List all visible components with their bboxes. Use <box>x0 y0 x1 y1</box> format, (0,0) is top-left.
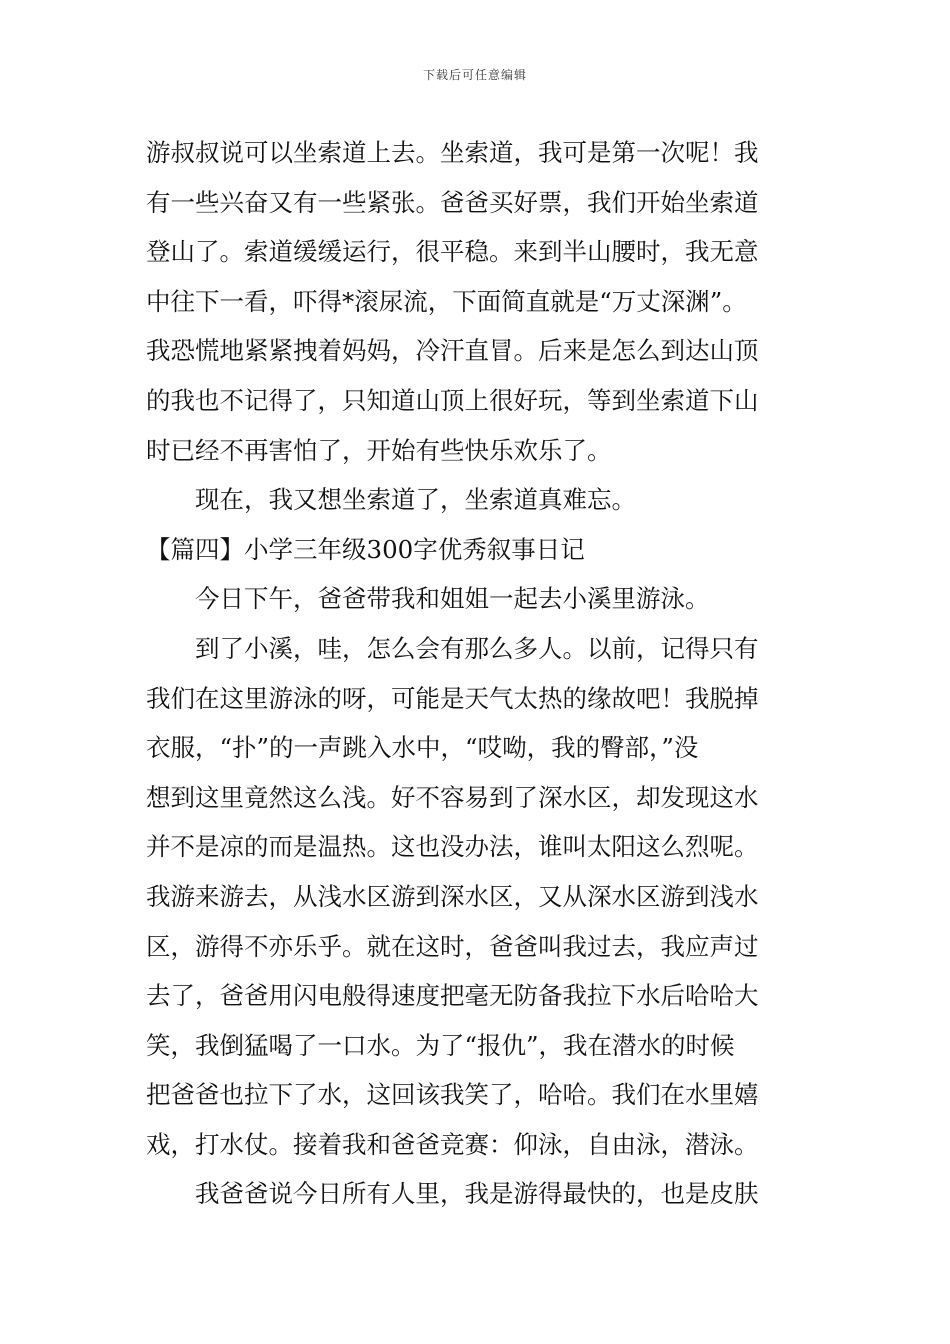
text-line: 我恐慌地紧紧拽着妈妈，冷汗直冒。后来是怎么到达山顶 <box>146 336 759 366</box>
text-line: 游叔叔说可以坐索道上去。坐索道，我可是第一次呢！我 <box>146 138 759 167</box>
text-line: 我游来游去，从浅水区游到深水区，又从深水区游到浅水 <box>146 881 759 911</box>
text-line: 想到这里竟然这么浅。好不容易到了深水区，却发现这水 <box>146 782 759 812</box>
text-line: 时已经不再害怕了，开始有些快乐欢乐了。 <box>146 435 612 465</box>
text-line: 现在，我又想坐索道了，坐索道真难忘。 <box>195 485 636 515</box>
text-line: 区，游得不亦乐乎。就在这时，爸爸叫我过去，我应声过 <box>146 931 759 961</box>
text-line: 并不是凉的而是温热。这也没办法，谁叫太阳这么烈呢。 <box>146 832 759 862</box>
text-line: 有一些兴奋又有一些紧张。爸爸买好票，我们开始坐索道 <box>146 187 759 217</box>
text-line: 戏，打水仗。接着我和爸爸竞赛：仰泳，自由泳，潜泳。 <box>146 1129 759 1159</box>
text-line: 今日下午，爸爸带我和姐姐一起去小溪里游泳。 <box>195 584 710 614</box>
text-line: 【篇四】小学三年级300字优秀叙事日记 <box>146 534 585 564</box>
text-line: 我们在这里游泳的呀，可能是天气太热的缘故吧！我脱掉 <box>146 683 759 713</box>
text-line: 到了小溪，哇，怎么会有那么多人。以前，记得只有 <box>195 633 759 663</box>
text-line: 衣服，“扑”的一声跳入水中，“哎呦，我的臀部，”没 <box>146 733 699 763</box>
document-body <box>146 128 808 1219</box>
text-line: 去了，爸爸用闪电般得速度把毫无防备我拉下水后哈哈大 <box>146 981 759 1011</box>
page-header: 下载后可任意编辑 <box>422 68 527 82</box>
text-line: 的我也不记得了，只知道山顶上很好玩，等到坐索道下山 <box>146 385 759 415</box>
text-line: 中往下一看，吓得*滚尿流，下面简直就是“万丈深渊”。 <box>146 286 747 316</box>
text-line: 笑，我倒猛喝了一口水。为了“报仇”，我在潜水的时候 <box>146 1030 735 1060</box>
text-line: 把爸爸也拉下了水，这回该我笑了，哈哈。我们在水里嬉 <box>146 1080 759 1110</box>
text-line: 我爸爸说今日所有人里，我是游得最快的，也是皮肤 <box>195 1179 759 1209</box>
text-line: 登山了。索道缓缓运行，很平稳。来到半山腰时，我无意 <box>146 237 759 267</box>
